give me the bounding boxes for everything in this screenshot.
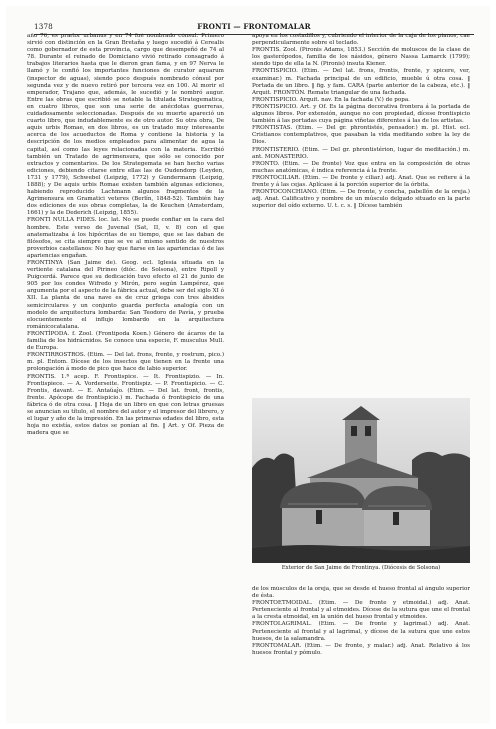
entry-paragraph: FRONTIRROSTROS. (Etim. — Del lat. frons, frente, y rostrum, pico.) m. pl. Entom. Dícese de los insectos que tienen en la frente una prolongación á modo de pico que hace de labio superior. xyxy=(27,352,224,373)
entry-paragraph: FRONTOETMOIDAL. (Etim. — De fronte y etmoidal.) adj. Anat. Perteneciente al frontal y al etmoides. Dícese de la sutura que une el frontal a la cresta etmoidal, en la unión del hueso frontal y etmoides. xyxy=(252,600,470,621)
entry-paragraph: FRONTOMALAR. (Etim. — De fronte, y malar.) adj. Anat. Relativo á los huesos frontal y pómulo. xyxy=(252,642,470,656)
entry-paragraph: FRONTISTAS. (Etim. — Del gr. phrontistés, pensador.) m. pl. Hist. ecl. Cristianos contemplativos, que pasaban la vida meditando sobre la ley de Dios. xyxy=(252,125,470,146)
entry-paragraph: FRONTISPICIO. Art. y Of. Es la página decorativa frontera á la portada de algunos libros. Por extensión, aunque no con propiedad, dícese frontispicio también á las portadas cuya página viñetas diferentes á las de los artistas. xyxy=(252,103,470,125)
entry-paragraph: FRONTIS. Zool. (Pironis Adams, 1853.) Sección de moluscos de la clase de los gasterópodos, familia de los násidos, género Nassa Lamarck (1799); siendo tipo de ella la N. (Pironis) insuta Kiener. xyxy=(252,47,470,68)
entry-paragraph: FRONTÍPODA. f. Zool. (Frontipoda Koen.) Género de ácaros de la familia de los hidrácnidos. Se conoce una especie, F. musculus Mull. de Europa. xyxy=(27,330,224,352)
right-column-bottom xyxy=(252,586,470,710)
running-title: FRONTI — FRONTOMALAR xyxy=(197,22,311,31)
photo-caption: Exterior de San Jaime de Frontinya. (Diócesis de Solsona) xyxy=(281,565,441,571)
entry-paragraph: FRONTIS. 1.ª acep. F. Frontispice. — It. Frontispizio. — In. Frontispiece. — A. Vorderseite. Frontispiz. — P. Frontispicio. — C. Frontis, davant. — E. Antaŭaĵo. (Etim. — Del lat. front, frontis, frente. Apócope de frontispicio.) m. Fachada ó frontispicio de una fábrica ó de otra cosa. ‖ Hoja de un libro en que con letras gruesas se anuncian su título, el nombre del autor y el impresor del librero, y el lugar y año de la impresión. En las primeras edades del libro, esta hoja no existía, estos datos se ponían al fin. ‖ Art. y Of. Pieza de madera que se xyxy=(27,373,224,437)
right-column-top xyxy=(252,33,470,397)
page-number: 1378 xyxy=(34,22,53,31)
entry-paragraph: FRONTOCONCHIANO. (Etim. — De fronte, y concha, pabellón de la oreja.) adj. Anat. Calificativo y nombre de un músculo delgado situado en la parte superior del oído externo. U. t. c. s. ‖ Dícese también xyxy=(252,189,470,210)
entry-paragraph: FRONTOCILIAR. (Etim. — De fronte y ciliar.) adj. Anat. Que se refiere á la frente y á las cejas. Aplícase á la porción superior de la órbita. xyxy=(252,174,470,188)
church-photograph xyxy=(252,398,470,563)
left-column xyxy=(27,33,224,708)
entry-paragraph: de los músculos de la oreja, que se desde el hueso frontal al ángulo superior de ésta. xyxy=(252,586,470,600)
entry-paragraph: FRONTISTERIO. (Etim. — Del gr. phrontistérion, lugar de meditación.) m. ant. MONASTERIO. xyxy=(252,146,470,160)
entry-paragraph: FRONTINYA (San Jaime de). Geog. ecl. Iglesia situada en la vertiente catalana del Pirineo (dióc. de Solsona), entre Ripoll y Puigcerdá. Parece que su dedicación tuvo efecto el 21 de junio de 905 por los condes Wifredo y Mirón, pero según Lampérez, que argumenta por el aspecto de la fábrica actual, debe ser del siglo XI ó XII. La planta de una nave es de cruz griega con tres ábsides semicirculares y un conjunto guarda perfecta analogía con un modelo de arquitectura lombarda: San Teodoro de Pavía, y prueba elocuentemente el influjo lombardo en la arquitectura románicocatalana. xyxy=(27,260,224,330)
entry-paragraph: FRONTI NULLA FIDES. loc. lat. No se puede confiar en la cara del hombre. Este verso de Juvenal (Sat, II, v. 8) con el que anatematizaba á los hipócritas de su tiempo, que se las daban de filósofos, se cita siempre que se ve al mismo sentido de nuestros proverbios castellanos: No hay que fiarse en las apariencias ó de las apariencias engañan. xyxy=(27,217,224,259)
entry-paragraph: FRONTISPICIO. Arquit. nav. En la fachada (V.) de popa. xyxy=(252,96,410,103)
entry-paragraph: FRONTOLAGRIMAL. (Etim. — De fronte y lagrimal.) adj. Anat. Perteneciente al frontal y al lagrimal, y dícese de la sutura que une estos huesos, de la salamandra. xyxy=(252,621,470,642)
entry-paragraph: FRONTISPICIO. (Etim. — Del lat. frons, frontis, frente, y spicere, ver, examinar.) m. Fachada principal de un edificio, mueble ú otra cosa. ‖ Portada de un libro. ‖ fig. y fam. CARA (parte anterior de la cabeza, etc.). ‖ Arquit. FRONTÓN. Remate triangular de una fachada. xyxy=(252,68,470,96)
entry-paragraph: apoya en los costadillos y, cubriendo el interior de la caja de los pianos, cae perpendicularmente sobre el teclado. xyxy=(252,33,470,47)
entry-paragraph: FRONTO. (Etim. — De fronte) Voz que entra en la composición de otras muchas anatómicas, é indica referencia á la frente. xyxy=(252,160,470,174)
entry-paragraph: año 76, es prætor urbanus y en 74 fué nombrado cónsul. Primero sirvió con distinción en la Gran Bretaña y luego sucedió á Cerealis como gobernador de esta provincia, cargo que desempeñó de 74 al 78. Durante el reinado de Domiciano vivió retirado consagrado á trabajos literarios hasta que le dieron gran fama, y en 97 Nerva le llamó y le confió los importantes funciones de curator aquarum (inspector de aguas), siendo poco después nombrado cónsul por segunda vez y de nuevo retiró por tercera vez en 100. Al morir el emperador, Trajano que, además, le sucedió y le nombró augur. Entre las obras que escribió se notable la titulada Strategematica, en cuatro libros, que son una serie de anécdotas guerreras, cuidadosamente seleccionadas. Después de su muerte apareció un cuarto libro, que indudablemente es de otro autor. Su otra obra, De aquis urbis Romae, en dos libros, es un tratado muy interesante acerca de los acueductos de Roma y contiene la historia y la descripción de los medios empleados para alimentar de agua la capital, así como las leyes relacionadas con la materia. Escribió también un Tratado de agrimensura, que sólo se conocido por extractos y comentarios. De los Strategemata se han hecho varias ediciones, debiendo citarse entre ellas las de Oudendorp (Leyden, 1731 y 1779), Schwebel (Leipzig, 1772) y Gundermann (Leipzig, 1888); y De aquis urbis Romae existen también algunas ediciones, habiendo reproducido Lachmann algunos fragmentos de la Agrimensura en Gramatici veteres (Berlín, 1848-52). También hay dos ediciones de sus obras completas, la de Keuchen (Amsterdam, 1661) y la de Dederich (Leipzig, 1855). xyxy=(27,33,224,217)
